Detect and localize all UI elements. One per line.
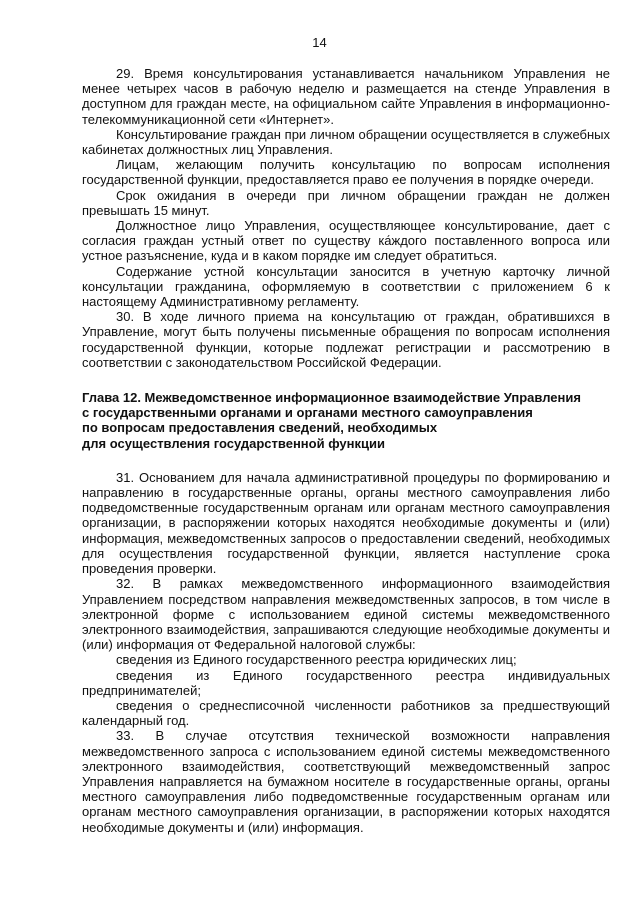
- paragraph-consulting-in-person: Консультирование граждан при личном обращении осуществляется в служебных кабинетах должностных лиц Управления.: [82, 126, 610, 158]
- paragraph-32: 32. В рамках межведомственного информационного взаимодействия Управлением посредством направления межведомственных запросов, в том числе в электронной форме с использованием единой системы межведомственного электронного взаимодействия, запрашиваются следующие необходимые документы и (или) информация от Федеральной налоговой службы:: [82, 576, 610, 653]
- paragraph-waiting-time: Срок ожидания в очереди при личном обращении граждан не должен превышать 15 минут.: [82, 187, 610, 218]
- paragraph-30: 30. В ходе личного приема на консультацию от граждан, обратившихся в Управление, могут быть получены письменные обращения по вопросам исполнения государственной функции, которые подлежат регистрации и рассмотрению в соответствии с законодательством Российской Федерации.: [82, 309, 610, 370]
- chapter-title-line: с государственными органами и органами местного самоуправления: [82, 405, 533, 421]
- chapter-title-line: для осуществления государственной функции: [82, 435, 385, 451]
- list-item-egrip: сведения из Единого государственного реестра индивидуальных предпринимателей;: [82, 667, 610, 698]
- paragraph-oral-answer: Должностное лицо Управления, осуществляющее консультирование, дает с согласия граждан устный ответ по существу ка́ждого поставленного вопроса или устное разъяснение, куда и в каком порядке им следует обратиться.: [82, 218, 610, 264]
- list-item-headcount: сведения о среднесписочной численности работников за предшествующий календарный год.: [82, 697, 610, 729]
- chapter-title-line: Глава 12. Межведомственное информационное взаимодействие Управления: [82, 390, 581, 406]
- paragraph-queue-right: Лицам, желающим получить консультацию по вопросам исполнения государственной функции, предоставляется право ее получения в порядке очереди.: [82, 157, 610, 188]
- chapter-title: [82, 390, 610, 451]
- list-item-egrul: сведения из Единого государственного реестра юридических лиц;: [116, 652, 517, 668]
- paragraph-33: 33. В случае отсутствия технической возможности направления межведомственного запроса с использованием единой системы межведомственного электронного взаимодействия, соответствующий межведомственный запрос Управления направляется на бумажном носителе в государственные органы, органы местного самоуправления либо подведомственные государственным органам или органам местного самоуправления организации, в распоряжении которых находятся необходимые документы и (или) информация.: [82, 728, 610, 835]
- page-number: 14: [312, 35, 327, 50]
- document-body: [82, 66, 610, 835]
- paragraph-29: 29. Время консультирования устанавливается начальником Управления не менее четырех часов в рабочую неделю и размещается на стенде Управления в доступном для граждан месте, на официальном сайте Управления в информационно-телекоммуникационной сети «Интернет».: [82, 66, 610, 127]
- paragraph-consultation-card: Содержание устной консультации заносится в учетную карточку личной консультации гражданина, оформляемую в соответствии с приложением 6 к настоящему Административному регламенту.: [82, 263, 610, 310]
- chapter-title-line: по вопросам предоставления сведений, необходимых: [82, 420, 438, 436]
- paragraph-31: 31. Основанием для начала административной процедуры по формированию и направлению в государственные органы, органы местного самоуправления либо подведомственные государственным органам или органам местного самоуправления организации, в распоряжении которых находятся необходимые документы и (или) информация, межведомственных запросов о предоставлении сведений, необходимых для осуществления государственной функции, является наступление срока проведения проверки.: [82, 469, 610, 577]
